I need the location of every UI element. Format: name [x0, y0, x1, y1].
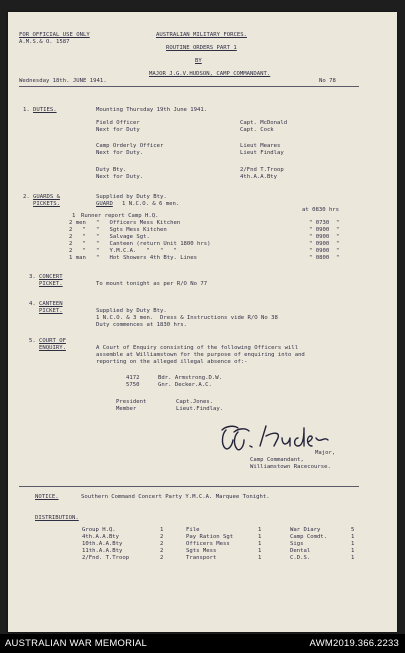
duty-role: Next for Duty.: [96, 150, 144, 156]
soldier-name: Bdr. Armstrong.D.W.: [158, 375, 222, 381]
document-page: [8, 12, 397, 632]
distribution-unit: 2/Fnd. T.Troop: [82, 555, 130, 561]
mounting-line: Mounting Thursday 19th June 1941.: [96, 107, 208, 113]
guard-time-heading: at 0830 hrs: [302, 207, 340, 213]
section-title: DUTIES.: [33, 107, 57, 113]
member-name: Lieut.Findlay.: [176, 406, 224, 412]
duty-officer: 2/Fnd T.Troop: [240, 167, 284, 173]
distribution-count: 1: [160, 527, 164, 533]
section-number: 3.: [29, 274, 36, 280]
distribution-count: 1: [351, 555, 355, 561]
picket-time: " 0730 ": [309, 220, 340, 226]
distribution-count: 2: [160, 555, 164, 561]
court-paragraph: reporting on the alleged illegal absence of:-: [96, 359, 248, 365]
footer-accession-number: AWM2019.366.2233: [309, 638, 399, 649]
soldier-number: 4172: [126, 375, 140, 381]
court-paragraph: A Court of Enquiry consisting of the following Officers will: [96, 345, 299, 351]
picket-qty: 1 man: [69, 255, 86, 261]
concert-text: To mount tonight as per R/O No 77: [96, 281, 208, 287]
header-rule: [19, 86, 359, 87]
picket-post: " Salvage Sgt.: [96, 234, 150, 240]
orders-title: ROUTINE ORDERS PART 1: [166, 45, 237, 51]
distribution-unit: Pay Ration Sgt: [186, 534, 234, 540]
official-use-label: FOR OFFICIAL USE ONLY: [19, 32, 90, 38]
section-title: COURT OF: [39, 338, 66, 344]
picket-time: " 0900 ": [309, 248, 340, 254]
picket-time: " 0800 ": [309, 255, 340, 261]
distribution-unit: War Diary: [290, 527, 321, 533]
picket-time: " 0900 ": [309, 241, 340, 247]
section-number: 4.: [29, 301, 36, 307]
duty-officer: Lieut Findlay: [240, 150, 284, 156]
distribution-unit: Transport: [186, 555, 217, 561]
distribution-unit: 4th.A.A.Bty: [82, 534, 120, 540]
picket-qty: 2 ": [69, 248, 86, 254]
supplied-by: Supplied by Duty Bty.: [96, 194, 167, 200]
distribution-unit: Camp Comdt.: [290, 534, 328, 540]
distribution-count: 1: [258, 548, 262, 554]
distribution-unit: Sigs: [290, 541, 304, 547]
order-date: Wednesday 18th. JUNE 1941.: [19, 78, 107, 84]
distribution-label: DISTRIBUTION.: [35, 515, 79, 521]
president-label: President: [116, 399, 147, 405]
soldier-number: 5750: [126, 382, 140, 388]
commander-line: MAJOR J.G.V.HUDSON, CAMP COMMANDANT.: [149, 71, 271, 77]
picket-post: " Y.M.C.A. " " ": [96, 248, 177, 254]
duty-officer: Lieut Meares: [240, 143, 281, 149]
distribution-unit: 10th.A.A.Bty: [82, 541, 123, 547]
distribution-unit: 11th.A.A.Bty: [82, 548, 123, 554]
distribution-count: 1: [351, 548, 355, 554]
duty-role: Field Officer: [96, 120, 140, 126]
duty-role: Camp Orderly Officer: [96, 143, 164, 149]
picket-qty: 2 men: [69, 220, 86, 226]
distribution-unit: Dental: [290, 548, 311, 554]
distribution-count: 1: [258, 527, 262, 533]
signoff-rank: Major,: [315, 450, 336, 456]
distribution-count: 5: [351, 527, 355, 533]
section-title: PICKET.: [39, 308, 63, 314]
canteen-line: 1 N.C.O. & 3 men. Dress & Instructions vide R/O No 38: [96, 315, 278, 321]
president-name: Capt.Jones.: [176, 399, 214, 405]
section-title: PICKET.: [39, 281, 63, 287]
duty-officer: Capt. Cock: [240, 127, 274, 133]
distribution-count: 1: [258, 541, 262, 547]
footer-institution: AUSTRALIAN WAR MEMORIAL: [5, 638, 148, 649]
notice-text: Southern Command Concert Party Y.M.C.A. Marquee Tonight.: [81, 494, 270, 500]
canteen-line: Duty commences at 1830 hrs.: [96, 322, 187, 328]
guard-composition: 1 N.C.O. & 6 men.: [122, 201, 180, 207]
distribution-count: 2: [160, 534, 164, 540]
distribution-count: 1: [351, 534, 355, 540]
section-number: 5.: [29, 338, 36, 344]
force-title: AUSTRALIAN MILITARY FORCES.: [156, 32, 247, 38]
guard-label: GUARD: [96, 201, 113, 207]
distribution-unit: C.D.S.: [290, 555, 311, 561]
picket-qty: 2 ": [69, 234, 86, 240]
duty-role: Next for Duty.: [96, 174, 144, 180]
duty-officer: Capt. McDonald: [240, 120, 288, 126]
canteen-line: Supplied by Duty Bty.: [96, 308, 167, 314]
duty-role: Duty Bty.: [96, 167, 127, 173]
signoff-title: Camp Commandant,: [250, 457, 304, 463]
distribution-unit: Group H.Q.: [82, 527, 116, 533]
distribution-unit: Officers Mess: [186, 541, 230, 547]
picket-time: " 0900 ": [309, 234, 340, 240]
notice-label: NOTICE.: [35, 494, 59, 500]
picket-post: " Canteen (return Unit 1800 hrs): [96, 241, 211, 247]
signoff-place: Williamstown Racecourse.: [250, 464, 331, 470]
picket-qty: 2 ": [69, 241, 86, 247]
soldier-name: Gnr. Decker.A.C.: [158, 382, 212, 388]
handwritten-signature: [212, 416, 352, 454]
archive-footer: [0, 634, 405, 653]
by-label: BY: [195, 58, 202, 64]
distribution-unit: File: [186, 527, 200, 533]
notice-rule: [19, 486, 359, 487]
section-number: 2.: [23, 194, 30, 200]
distribution-count: 2: [160, 541, 164, 547]
picket-post: Runner report Camp H.Q.: [81, 213, 159, 219]
court-paragraph: assemble at Williamstown for the purpose of enquiring into and: [96, 352, 305, 358]
duty-officer: 4th.A.A.Bty: [240, 174, 278, 180]
picket-post: " Hot Showers 4th Bty. Lines: [96, 255, 198, 261]
distribution-count: 1: [258, 534, 262, 540]
section-number: 1.: [23, 107, 30, 113]
duty-role: Next for Duty: [96, 127, 140, 133]
member-label: Member: [116, 406, 137, 412]
form-reference: A.M.S.& O. 1587: [19, 39, 70, 45]
picket-qty: 1: [72, 213, 76, 219]
section-title: GUARDS &: [33, 194, 60, 200]
section-title: CANTEEN: [39, 301, 63, 307]
distribution-count: 2: [160, 548, 164, 554]
distribution-unit: Sgts Mess: [186, 548, 217, 554]
section-title: PICKETS.: [33, 201, 60, 207]
section-title: CONCERT: [39, 274, 63, 280]
picket-qty: 2 ": [69, 227, 86, 233]
order-number: No 78: [319, 78, 336, 84]
picket-post: " Officers Mess Kitchen: [96, 220, 181, 226]
picket-time: " 0900 ": [309, 227, 340, 233]
distribution-count: 1: [258, 555, 262, 561]
section-title: ENQUIRY.: [39, 345, 66, 351]
picket-post: " Sgts Mess Kitchen: [96, 227, 167, 233]
distribution-count: 1: [351, 541, 355, 547]
